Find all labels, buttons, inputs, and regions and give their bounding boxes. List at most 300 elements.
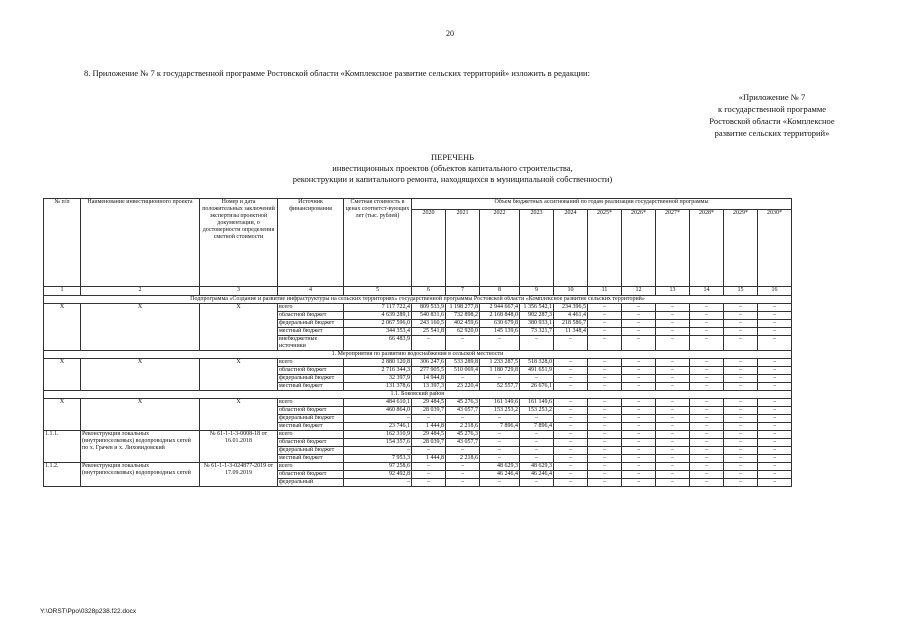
column-number: 8 — [480, 287, 520, 296]
year-value: – — [622, 463, 656, 471]
year-value: – — [588, 383, 622, 391]
year-value: – — [724, 407, 758, 415]
year-value: – — [622, 423, 656, 431]
estimated-cost: 97 258,6 — [344, 463, 412, 471]
funding-source: всего — [278, 431, 344, 439]
year-value: – — [724, 367, 758, 375]
year-value: – — [724, 320, 758, 328]
year-value: – — [724, 399, 758, 407]
year-value: – — [724, 439, 758, 447]
year-value: – — [758, 375, 792, 383]
year-value: – — [446, 447, 480, 455]
funding-source: местный бюджет — [278, 328, 344, 336]
district-row — [44, 391, 792, 399]
year-value: – — [446, 463, 480, 471]
year-value: – — [656, 439, 690, 447]
year-value: – — [588, 320, 622, 328]
year-value: – — [622, 375, 656, 383]
year-value: – — [520, 336, 554, 351]
measures-row-title: 1. Мероприятия по развитию водоснабжения в сельской местности — [44, 351, 792, 359]
year-value: – — [622, 471, 656, 479]
year-value: – — [480, 439, 520, 447]
year-value: 43 057,7 — [446, 439, 480, 447]
header-year: 2029* — [724, 210, 758, 287]
year-value: – — [690, 336, 724, 351]
year-value: 2 944 667,4 — [480, 304, 520, 312]
estimated-cost: 162 310,9 — [344, 431, 412, 439]
year-value: – — [656, 328, 690, 336]
year-value: – — [724, 423, 758, 431]
year-value: – — [690, 455, 724, 463]
year-value: – — [554, 455, 588, 463]
year-value: – — [622, 399, 656, 407]
header-year: 2022 — [480, 210, 520, 287]
expertise-ref: X — [200, 399, 278, 431]
year-value: – — [656, 375, 690, 383]
year-value: 14 944,8 — [412, 375, 446, 383]
year-value: – — [480, 455, 520, 463]
header-no: № п/п — [44, 199, 81, 287]
year-value: 13 397,3 — [412, 383, 446, 391]
row-number: X — [44, 399, 81, 431]
year-value: – — [622, 359, 656, 367]
page-number: 20 — [446, 29, 454, 38]
year-value: – — [690, 431, 724, 439]
year-value: – — [588, 367, 622, 375]
table-row — [44, 304, 792, 312]
year-value: 52 557,7 — [480, 383, 520, 391]
header-year: 2025* — [588, 210, 622, 287]
year-value: 2 168 848,0 — [480, 312, 520, 320]
column-number: 16 — [758, 287, 792, 296]
estimated-cost: – — [344, 479, 412, 487]
year-value: – — [690, 375, 724, 383]
year-value: – — [724, 383, 758, 391]
year-value: – — [412, 415, 446, 423]
year-value: – — [690, 439, 724, 447]
year-value: – — [758, 359, 792, 367]
year-value: – — [554, 375, 588, 383]
estimated-cost: – — [344, 415, 412, 423]
year-value: – — [656, 407, 690, 415]
year-value: – — [758, 367, 792, 375]
year-value: – — [758, 320, 792, 328]
year-value: – — [622, 383, 656, 391]
year-value: – — [588, 399, 622, 407]
year-value: 380 933,1 — [520, 320, 554, 328]
year-value: 518 328,0 — [520, 359, 554, 367]
year-value: 277 905,5 — [412, 367, 446, 375]
year-value: – — [724, 359, 758, 367]
table-row — [44, 463, 792, 471]
column-number: 1 — [44, 287, 81, 296]
column-number: 14 — [690, 287, 724, 296]
year-value: 73 321,7 — [520, 328, 554, 336]
year-value: 234 396,5 — [554, 304, 588, 312]
year-value: – — [446, 471, 480, 479]
year-value: – — [554, 463, 588, 471]
header-year: 2020 — [412, 210, 446, 287]
year-value: – — [622, 415, 656, 423]
header-year: 2030* — [758, 210, 792, 287]
table-row — [44, 431, 792, 439]
year-value: – — [690, 383, 724, 391]
year-value: – — [656, 336, 690, 351]
year-value: – — [412, 479, 446, 487]
year-value: – — [622, 479, 656, 487]
year-value: – — [758, 455, 792, 463]
estimated-cost: 66 483,9 — [344, 336, 412, 351]
year-value: 732 898,2 — [446, 312, 480, 320]
year-value: – — [480, 415, 520, 423]
year-value: 29 484,5 — [412, 399, 446, 407]
year-value: 402 459,6 — [446, 320, 480, 328]
column-number: 5 — [344, 287, 412, 296]
year-value: – — [480, 431, 520, 439]
project-name: X — [81, 359, 200, 391]
estimated-cost: – — [344, 447, 412, 455]
title-line-2: инвестиционных проектов (объектов капитального строительства, — [332, 163, 573, 173]
year-value: – — [724, 447, 758, 455]
project-name: Реконструкция локальных (внутрипоселковых) водопроводных сетей — [81, 463, 200, 487]
funding-source: федеральный — [278, 479, 344, 487]
estimated-cost: 2 067 596,0 — [344, 320, 412, 328]
year-value: – — [690, 463, 724, 471]
year-value: – — [554, 399, 588, 407]
column-number: 13 — [656, 287, 690, 296]
year-value: – — [656, 447, 690, 455]
year-value: – — [758, 439, 792, 447]
year-value: – — [588, 423, 622, 431]
year-value: – — [758, 383, 792, 391]
year-value: – — [588, 328, 622, 336]
column-number: 2 — [81, 287, 200, 296]
column-number: 10 — [554, 287, 588, 296]
year-value: 1 444,8 — [412, 423, 446, 431]
year-value: 1 444,8 — [412, 455, 446, 463]
year-value: – — [622, 336, 656, 351]
document-title — [0, 152, 905, 185]
year-value: 48 629,3 — [520, 463, 554, 471]
year-value: – — [724, 304, 758, 312]
year-value: – — [758, 328, 792, 336]
year-value: – — [656, 479, 690, 487]
year-value: 29 484,5 — [412, 431, 446, 439]
year-value: – — [554, 423, 588, 431]
year-value: 218 586,7 — [554, 320, 588, 328]
year-value: – — [690, 447, 724, 455]
year-value: – — [588, 312, 622, 320]
funding-source: местный бюджет — [278, 383, 344, 391]
funding-source: федеральный бюджет — [278, 415, 344, 423]
year-value: 161 149,6 — [480, 399, 520, 407]
year-value: – — [724, 328, 758, 336]
year-value: – — [446, 415, 480, 423]
year-value: 540 831,6 — [412, 312, 446, 320]
year-value: – — [480, 479, 520, 487]
year-value: – — [588, 471, 622, 479]
year-value: – — [758, 399, 792, 407]
year-value: 2 218,6 — [446, 423, 480, 431]
funding-source: федеральный бюджет — [278, 320, 344, 328]
attachment-caption — [692, 91, 852, 139]
estimated-cost: 4 639 289,1 — [344, 312, 412, 320]
year-value: 45 276,3 — [446, 399, 480, 407]
year-value: – — [622, 328, 656, 336]
attachment-line-3: Ростовской области «Комплексное — [709, 116, 835, 126]
estimated-cost: 131 378,6 — [344, 383, 412, 391]
year-value: – — [690, 415, 724, 423]
year-value: – — [690, 399, 724, 407]
year-value: – — [690, 471, 724, 479]
year-value: – — [588, 479, 622, 487]
year-value: – — [554, 367, 588, 375]
column-number: 9 — [520, 287, 554, 296]
year-value: 306 247,6 — [412, 359, 446, 367]
estimated-cost: 23 746,1 — [344, 423, 412, 431]
funding-source: областной бюджет — [278, 312, 344, 320]
year-value: – — [520, 431, 554, 439]
project-name: Реконструкция локальных (внутрипоселковых) водопроводных сетей по х. Грачев и х. Лиховидовский — [81, 431, 200, 463]
year-value: – — [554, 359, 588, 367]
column-number: 3 — [200, 287, 278, 296]
year-value: – — [656, 463, 690, 471]
year-value: 145 139,6 — [480, 328, 520, 336]
year-value: – — [622, 367, 656, 375]
year-value: – — [588, 407, 622, 415]
year-value: 23 220,4 — [446, 383, 480, 391]
year-value: 11 348,4 — [554, 328, 588, 336]
year-value: – — [554, 383, 588, 391]
subprogram-row-title: Подпрограмма «Создание и развитие инфраструктуры на сельских территориях» государственной программы Ростовской области «Комплексное развитие сельских территорий» — [44, 296, 792, 304]
header-expertise: Номер и дата положительных заключений экспертизы проектной документации, о достоверности определения сметной стоимости — [200, 199, 278, 287]
year-value: – — [554, 471, 588, 479]
year-value: 26 676,1 — [520, 383, 554, 391]
year-value: – — [412, 336, 446, 351]
attachment-line-4: развитие сельских территорий» — [714, 128, 830, 138]
year-value: – — [656, 320, 690, 328]
year-value: – — [724, 431, 758, 439]
attachment-line-2: к государственной программе — [717, 104, 827, 114]
funding-source: областной бюджет — [278, 367, 344, 375]
year-value: 48 629,3 — [480, 463, 520, 471]
year-value: – — [724, 455, 758, 463]
project-name: X — [81, 304, 200, 351]
year-value: – — [622, 447, 656, 455]
year-value: – — [622, 407, 656, 415]
year-value: – — [588, 336, 622, 351]
year-value: – — [622, 455, 656, 463]
year-value: – — [656, 383, 690, 391]
year-value: – — [690, 320, 724, 328]
year-value: 1 356 542,1 — [520, 304, 554, 312]
funding-source: федеральный бюджет — [278, 447, 344, 455]
year-value: – — [480, 447, 520, 455]
year-value: – — [690, 479, 724, 487]
year-value: 62 920,0 — [446, 328, 480, 336]
year-value: – — [758, 415, 792, 423]
year-value: – — [520, 439, 554, 447]
year-value: 25 541,8 — [412, 328, 446, 336]
year-value: – — [554, 415, 588, 423]
year-value: – — [656, 304, 690, 312]
year-value: – — [656, 471, 690, 479]
year-value: 153 253,2 — [520, 407, 554, 415]
funding-source: областной бюджет — [278, 439, 344, 447]
year-value: – — [690, 312, 724, 320]
year-value: – — [690, 328, 724, 336]
header-source: Источник финансирования — [278, 199, 344, 287]
year-value: – — [724, 336, 758, 351]
year-value: – — [656, 312, 690, 320]
year-value: 28 039,7 — [412, 407, 446, 415]
column-number: 11 — [588, 287, 622, 296]
column-number: 4 — [278, 287, 344, 296]
header-year: 2024 — [554, 210, 588, 287]
estimated-cost: 484 610,1 — [344, 399, 412, 407]
estimated-cost: 7 117 722,4 — [344, 304, 412, 312]
year-value: – — [656, 431, 690, 439]
year-value: – — [622, 304, 656, 312]
year-value: – — [758, 431, 792, 439]
expertise-ref: X — [200, 359, 278, 391]
title-line-1: ПЕРЕЧЕНЬ — [431, 152, 474, 162]
year-value: – — [690, 423, 724, 431]
year-value: – — [758, 447, 792, 455]
year-value: – — [690, 359, 724, 367]
year-value: 43 057,7 — [446, 407, 480, 415]
year-value: – — [588, 439, 622, 447]
funding-source: федеральный бюджет — [278, 375, 344, 383]
year-value: – — [724, 312, 758, 320]
funding-source: всего — [278, 399, 344, 407]
year-value: – — [622, 439, 656, 447]
year-value: 2 218,6 — [446, 455, 480, 463]
year-value: – — [554, 336, 588, 351]
year-value: – — [690, 407, 724, 415]
year-value: – — [758, 471, 792, 479]
district-row-title: 1.1. Боковский район — [44, 391, 792, 399]
year-value: – — [554, 439, 588, 447]
year-value: – — [446, 336, 480, 351]
year-value: – — [622, 320, 656, 328]
year-value: – — [724, 463, 758, 471]
subprogram-row — [44, 296, 792, 304]
year-value: 243 160,5 — [412, 320, 446, 328]
estimated-cost: 7 953,3 — [344, 455, 412, 463]
year-value: – — [480, 336, 520, 351]
year-value: – — [520, 375, 554, 383]
funding-source: всего — [278, 463, 344, 471]
funding-source: внебюджетные источники — [278, 336, 344, 351]
year-value: – — [724, 415, 758, 423]
project-name: X — [81, 399, 200, 431]
year-value: – — [446, 479, 480, 487]
header-year: 2023 — [520, 210, 554, 287]
investment-projects-table — [43, 198, 792, 487]
estimated-cost: 460 864,0 — [344, 407, 412, 415]
row-number: X — [44, 304, 81, 351]
column-number: 12 — [622, 287, 656, 296]
year-value: – — [690, 304, 724, 312]
row-number: 1.1.1. — [44, 431, 81, 463]
year-value: – — [758, 407, 792, 415]
year-value: – — [724, 375, 758, 383]
year-value: – — [446, 375, 480, 383]
year-value: – — [758, 479, 792, 487]
funding-source: всего — [278, 359, 344, 367]
estimated-cost: 32 397,9 — [344, 375, 412, 383]
year-value: 161 149,6 — [520, 399, 554, 407]
year-value: – — [520, 415, 554, 423]
year-value: – — [690, 367, 724, 375]
header-year: 2027* — [656, 210, 690, 287]
year-value: – — [758, 463, 792, 471]
year-value: – — [520, 447, 554, 455]
column-number: 7 — [446, 287, 480, 296]
year-value: 46 246,4 — [480, 471, 520, 479]
year-value: – — [588, 415, 622, 423]
estimated-cost: 344 353,4 — [344, 328, 412, 336]
year-value: 630 679,8 — [480, 320, 520, 328]
year-value: – — [412, 447, 446, 455]
year-value: – — [554, 447, 588, 455]
year-value: 28 039,7 — [412, 439, 446, 447]
year-value: 4 461,4 — [554, 312, 588, 320]
year-value: 7 896,4 — [480, 423, 520, 431]
year-value: – — [656, 359, 690, 367]
year-value: 491 651,9 — [520, 367, 554, 375]
year-value: – — [588, 455, 622, 463]
year-value: – — [758, 304, 792, 312]
year-value: – — [554, 431, 588, 439]
year-value: – — [656, 455, 690, 463]
expertise-ref: № 61-1-1-3-0008-18 от 16.01.2018 — [200, 431, 278, 463]
year-value: – — [588, 447, 622, 455]
year-value: – — [656, 399, 690, 407]
row-number: X — [44, 359, 81, 391]
year-value: 510 069,4 — [446, 367, 480, 375]
row-number: 1.1.2. — [44, 463, 81, 487]
year-value: 7 896,4 — [520, 423, 554, 431]
funding-source: местный бюджет — [278, 423, 344, 431]
header-cost: Сметная стоимость в ценах соответст-вующих лет (тыс. рублей) — [344, 199, 412, 287]
estimated-cost: 154 357,6 — [344, 439, 412, 447]
header-years-caption: Объем бюджетных ассигнований по годам реализации государственной программы — [412, 199, 792, 210]
year-value: 153 253,2 — [480, 407, 520, 415]
year-value: – — [758, 312, 792, 320]
year-value: – — [724, 471, 758, 479]
estimated-cost: 92 492,8 — [344, 471, 412, 479]
year-value: – — [588, 304, 622, 312]
year-value: – — [412, 463, 446, 471]
year-value: – — [588, 463, 622, 471]
year-value: – — [758, 336, 792, 351]
year-value: – — [520, 455, 554, 463]
year-value: – — [724, 479, 758, 487]
intro-paragraph: 8. Приложение № 7 к государственной программе Ростовской области «Комплексное развитие сельских территорий» изложить в редакции: — [84, 68, 590, 78]
file-path: Y:\ORST\Ppo\0328p238.f22.docx — [40, 608, 137, 615]
year-value: – — [622, 431, 656, 439]
funding-source: местный бюджет — [278, 455, 344, 463]
year-value: – — [758, 423, 792, 431]
expertise-ref: X — [200, 304, 278, 351]
year-value: – — [656, 415, 690, 423]
attachment-line-1: «Приложение № 7 — [738, 92, 806, 102]
measures-row — [44, 351, 792, 359]
table-row — [44, 399, 792, 407]
year-value: – — [588, 375, 622, 383]
